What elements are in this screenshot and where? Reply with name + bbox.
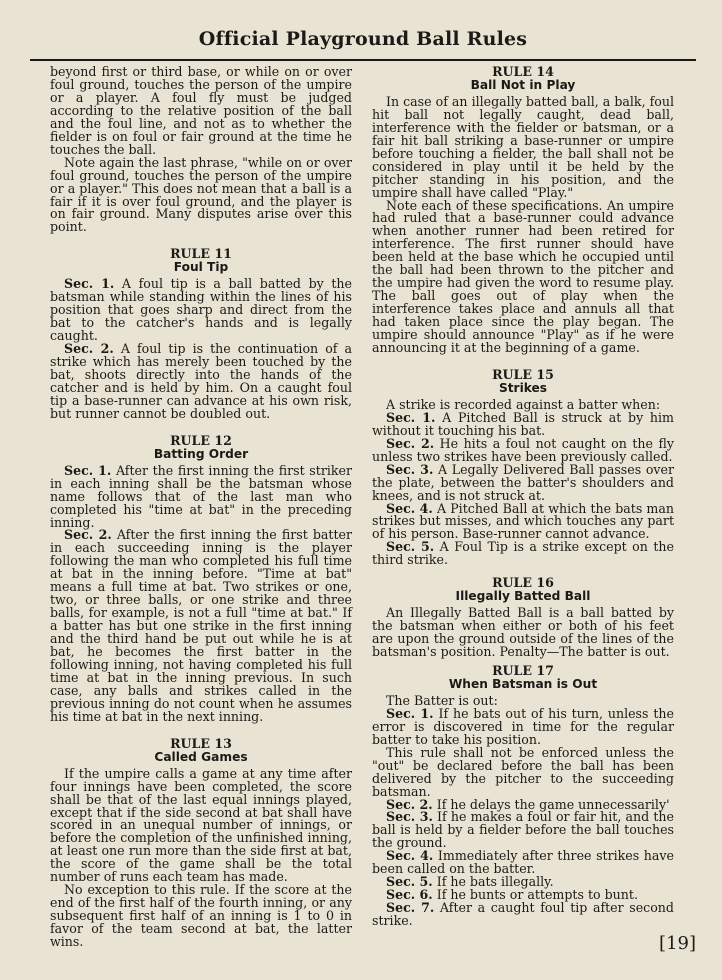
section-label: Sec. 4.: [386, 848, 434, 864]
section-text: A foul tip is the continuation of a strike which has merely been touched by the bat, shoots directly into the hands of the catcher and is held by him. On a caught foul tip a base-runner can advance at his own risk, but runner cannot be doubled out.: [50, 341, 352, 421]
section-text: A foul tip is a ball batted by the batsman while standing within the lines of his position that goes sharp and direct from the bat to the catcher's hands and is legally caught.: [50, 276, 352, 344]
rule-16-subtitle: Illegally Batted Ball: [455, 589, 591, 604]
section-text: A Pitched Ball is struck at by him without it touching his bat.: [372, 409, 674, 438]
paragraph: A strike is recorded against a batter when:: [386, 396, 661, 412]
section-text: After the first inning the first batter in each succeeding inning is the player following the man who completed his full time at bat in the inning before. "Time at bat" means a full time at bat. Two strikes or one, two, or three balls, or one strike and three balls, for example, is not a full "time at bat." If a batter has but one strike in the first inning and the third hand be put out while he is at bat, he becomes the first batter in the following inning, not having completed his full time at bat in the inning previous. In such case, any balls and strikes called in the previous inning do not count when he assumes his time at bat in the next inning.: [50, 527, 352, 724]
rule-15-sec-2: [372, 435, 674, 464]
section-label: Sec. 3.: [386, 461, 434, 477]
section-text: If he bats illegally.: [436, 874, 554, 890]
rule-12-sec-2: [50, 529, 352, 723]
header-divider: [30, 59, 696, 61]
section-text: After the first inning the first striker in each inning shall be the batsman whose name follows that of the last man who completed his "time at bat" in the preceding inning.: [50, 462, 352, 530]
section-text: A Legally Delivered Ball passes over the plate, between the batter's shoulders and knees, and is not struck at.: [372, 461, 674, 503]
paragraph: No exception to this rule. If the score at the end of the first half of the fourth inning, or any subsequent first half of an inning is 1 to 0 in favor of the team second at bat, the latter wins.: [50, 882, 352, 950]
section-label: Sec. 1.: [386, 409, 436, 425]
rule-11-subtitle: Foul Tip: [173, 260, 229, 275]
rule-11-sec-2: [50, 343, 352, 421]
rule-12-title: RULE 12: [170, 432, 232, 448]
rule-15-sec-3: [372, 461, 674, 503]
paragraph: Note again the last phrase, "while on or over foul ground, touches the person of the umpire or a player." This does not mean that a ball is a fair if it is over foul ground, and the player is on fair ground. Many disputes arise over this point.: [50, 154, 352, 235]
section-text: After a caught foul tip after second strike.: [372, 900, 674, 929]
section-text: He hits a foul not caught on the fly unless two strikes have been previously called.: [372, 435, 674, 464]
section-text: If he delays the game unnecessarily': [436, 796, 670, 812]
paragraph: An Illegally Batted Ball is a ball batted by the batsman when either or both of his feet are upon the ground outside of the lines of the batsman's position. Penalty—The batter is out.: [372, 605, 674, 660]
rule-15-sec-5: [372, 541, 674, 567]
rule-16-title: RULE 16: [492, 575, 554, 591]
section-label: Sec. 3.: [386, 809, 433, 825]
section-label: Sec. 2.: [386, 435, 435, 451]
section-label: Sec. 7.: [386, 900, 435, 916]
left-column: [50, 66, 352, 949]
rule-17-subtitle: When Batsman is Out: [448, 676, 598, 691]
section-label: Sec. 4.: [386, 500, 433, 516]
rule-12-subtitle: Batting Order: [153, 446, 249, 461]
section-label: Sec. 2.: [386, 796, 433, 812]
section-label: Sec. 6.: [386, 887, 433, 903]
section-label: Sec. 2.: [64, 527, 112, 543]
rule-15-sec-4: [372, 500, 674, 542]
rule-17-sec-4: [372, 850, 674, 876]
rule-13-title: RULE 13: [170, 735, 232, 751]
paragraph: If the umpire calls a game at any time after four innings have been completed, the score shall be that of the last equal innings played, except that if the side second at bat shall have scored in an unequal number of innings, or before the completion of the unfinished inning, at least one run more than the side first at bat, the score of the game shall be the total number of runs each team has made.: [50, 765, 352, 885]
section-label: Sec. 5.: [386, 874, 433, 890]
paragraph: beyond first or third base, or while on or over foul ground, touches the person of the umpire or a player. A foul fly must be judged according to the relative position of the ball and the foul line, and not as to whether the fielder is on foul or fair ground at the time he touches the ball.: [50, 64, 352, 157]
paragraph: The Batter is out:: [386, 692, 498, 708]
rule-15-title: RULE 15: [492, 366, 554, 382]
section-text: If he makes a foul or fair hit, and the ball is held by a fielder before the ball touches the ground.: [372, 809, 674, 851]
paragraph: Note each of these specifications. An umpire had ruled that a base-runner could advance when another runner had been retired for interference. The first runner should have been held at the base which he occupied until the ball had been thrown to the pitcher and the umpire had given the word to resume play. The ball goes out of play when the interference takes place and annuls all that had taken place since the play began. The umpire should announce "Play" as if he were announcing it at the beginning of a game.: [372, 197, 674, 356]
rule-15-subtitle: Strikes: [498, 380, 548, 395]
rule-14-title: RULE 14: [492, 64, 554, 79]
rule-17-sec-7: [372, 902, 674, 928]
rule-15-sec-1: [372, 409, 674, 438]
section-label: Sec. 1.: [64, 462, 112, 478]
rule-17-title: RULE 17: [492, 662, 554, 678]
section-label: Sec. 2.: [64, 341, 114, 357]
section-text: If he bunts or attempts to bunt.: [436, 887, 638, 903]
section-text: If he bats out of his turn, unless the error is discovered in time for the regular batter to take his position.: [372, 705, 674, 747]
right-column: [372, 66, 674, 928]
rule-11-title: RULE 11: [170, 246, 232, 262]
section-label: Sec. 1.: [64, 276, 115, 292]
rule-17-sec-1: [372, 705, 674, 747]
section-text: Immediately after three strikes have been called on the batter.: [372, 848, 674, 877]
section-text: A Pitched Ball at which the bats man strikes but misses, and which touches any part of his person. Base-runner cannot advance.: [372, 500, 674, 542]
page-header-title: Official Playground Ball Rules: [198, 28, 528, 50]
rule-12-sec-1: [50, 462, 352, 530]
rule-17-sec-3: [372, 811, 674, 850]
section-label: Sec. 1.: [386, 705, 434, 721]
page-number: [19]: [659, 933, 696, 954]
paragraph: In case of an illegally batted ball, a balk, foul hit ball not legally caught, dead ball, interference with the fielder or batsman, or a fair hit ball striking a base-runner or umpire before touching a fielder, the ball shall not be considered in play until it be held by the pitcher standing in his position, and the umpire shall have called "Play.": [372, 93, 674, 200]
rule-14-subtitle: Ball Not in Play: [470, 77, 576, 92]
rule-11-sec-1: [50, 278, 352, 343]
paragraph: This rule shall not be enforced unless the "out" be declared before the ball has been delivered by the pitcher to the succeeding batsman.: [372, 744, 674, 799]
section-label: Sec. 5.: [386, 539, 435, 555]
rule-13-subtitle: Called Games: [154, 749, 248, 764]
section-text: A Foul Tip is a strike except on the third strike.: [372, 539, 674, 568]
